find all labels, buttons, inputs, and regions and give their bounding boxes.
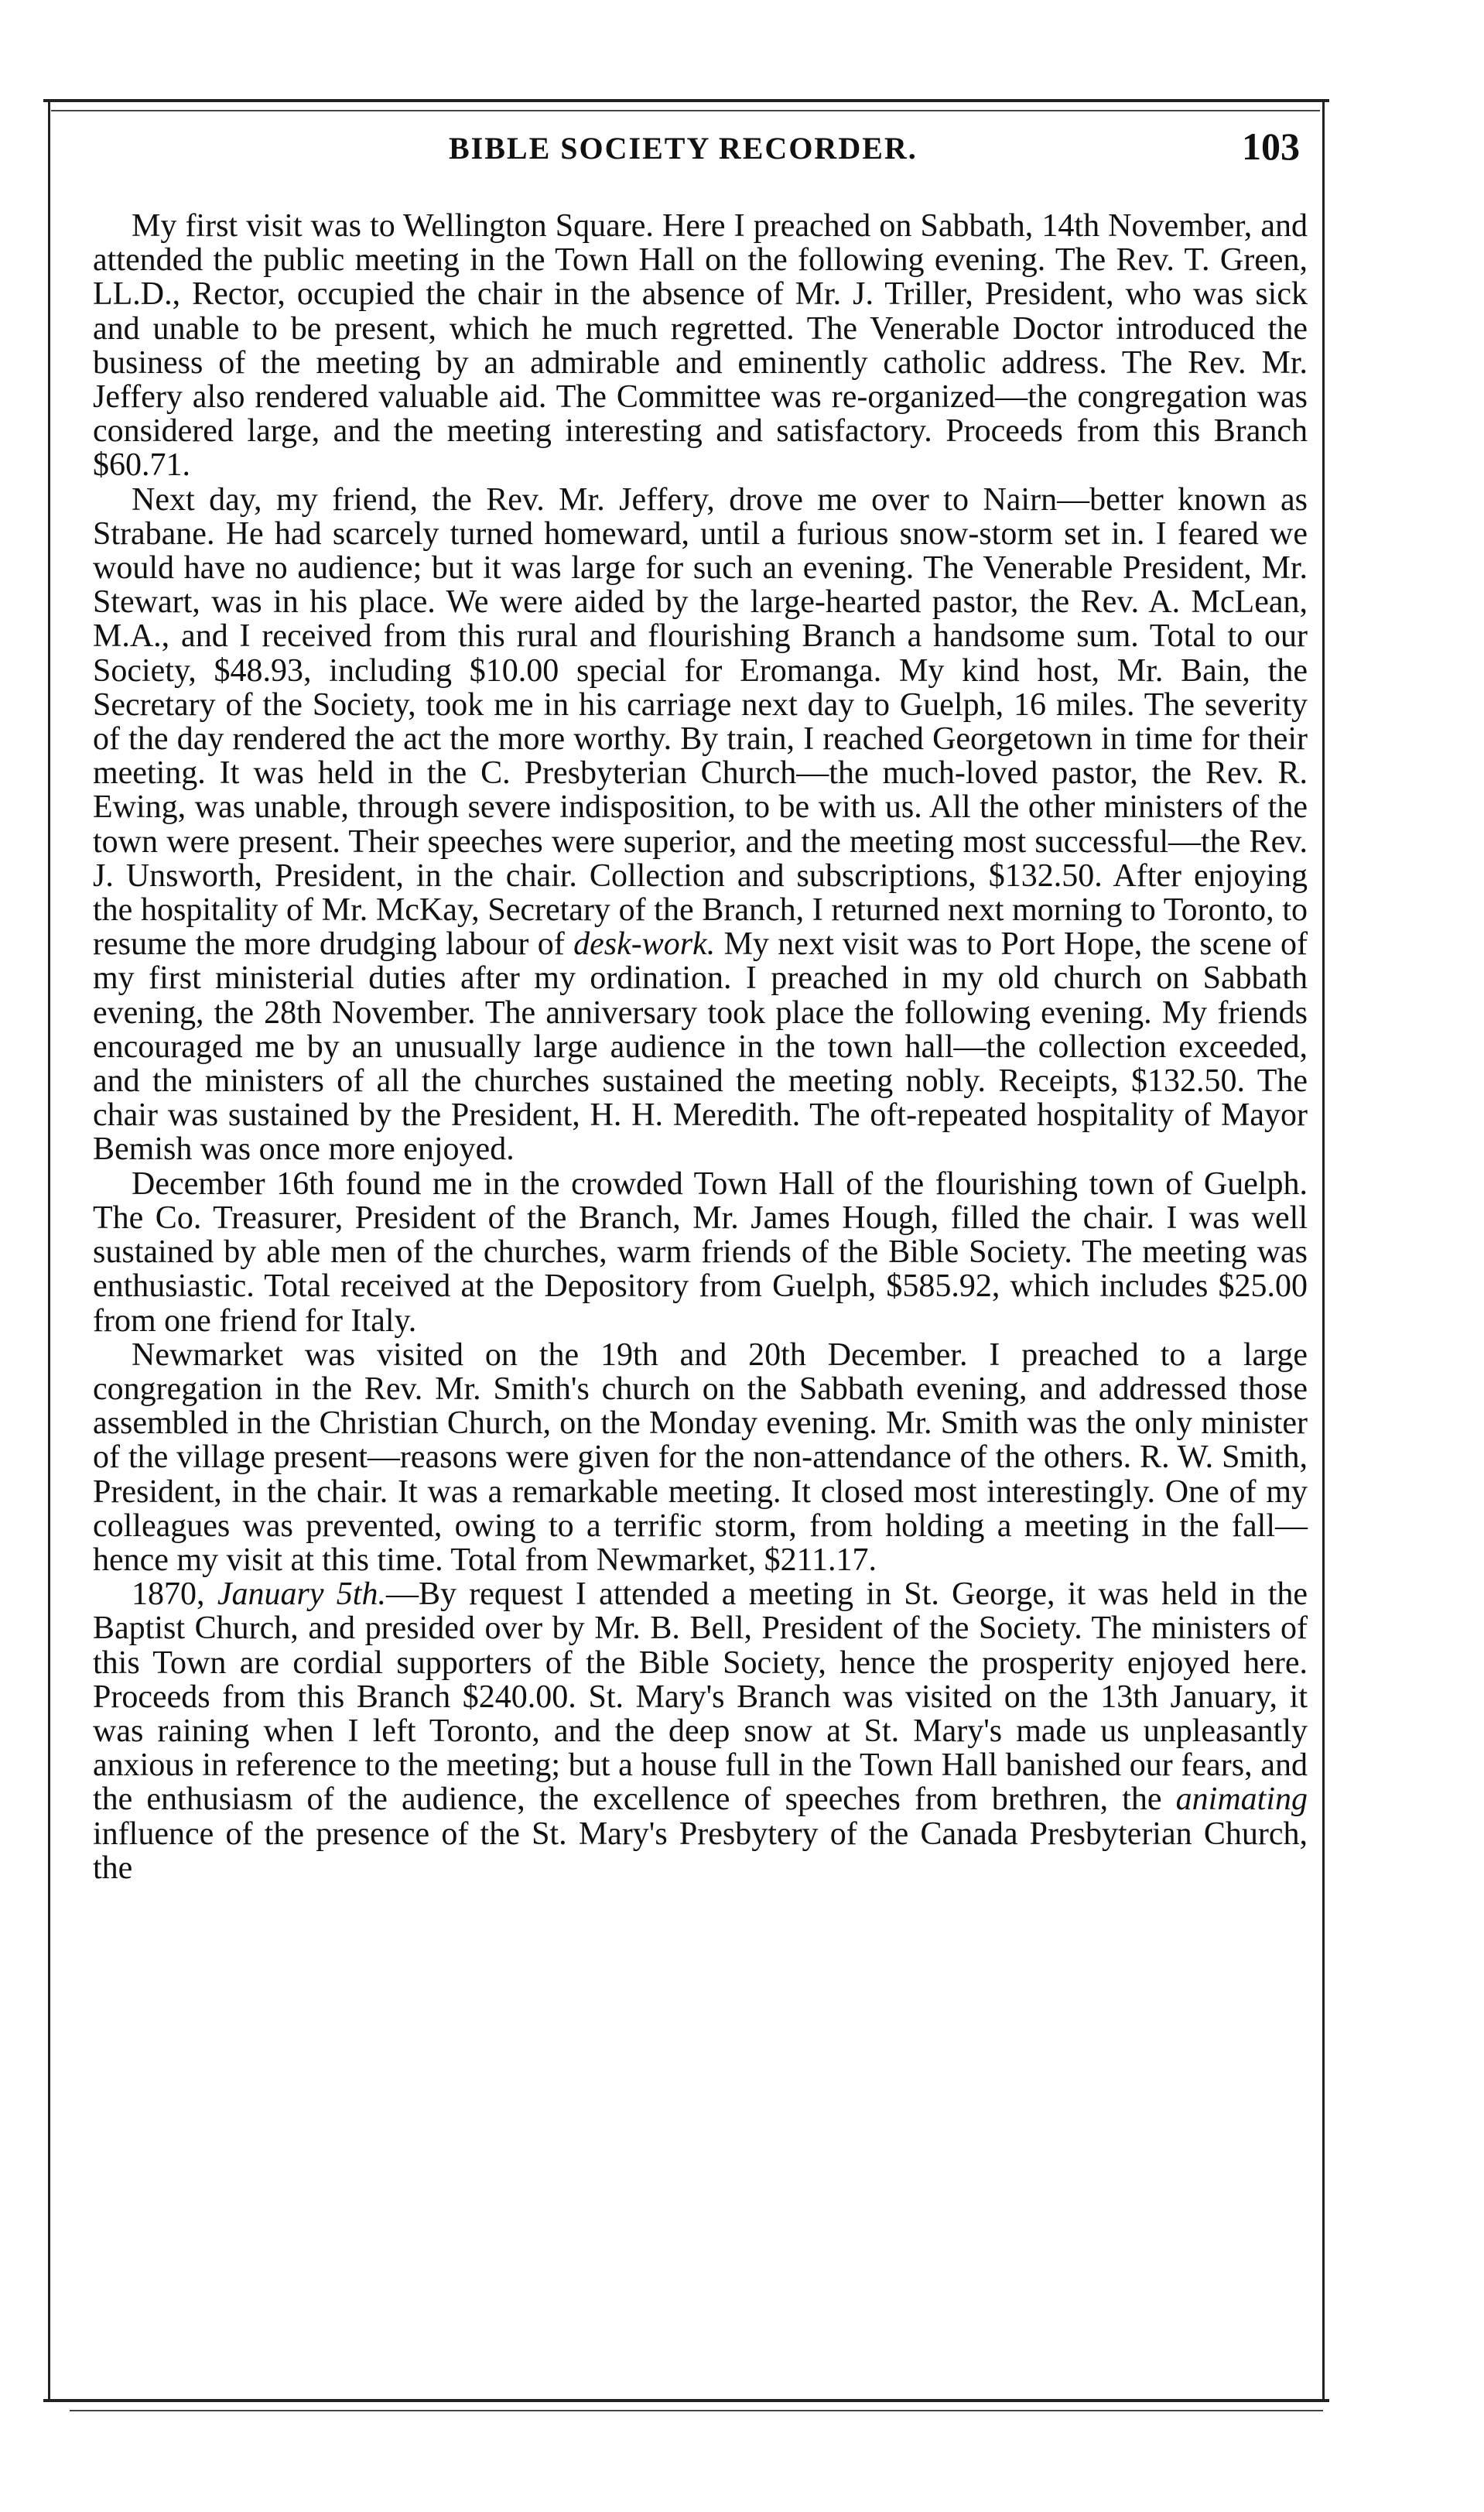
paragraph-3 — [93, 1167, 1308, 1338]
italic-term: desk-work. — [573, 926, 716, 963]
paragraph-lead: 1870, — [132, 1576, 217, 1613]
paragraph-5 — [93, 1577, 1308, 1885]
bottom-rule-inner — [70, 2410, 1323, 2411]
running-head: BIBLE SOCIETY RECORDER. — [449, 131, 918, 166]
paragraph-text: Next day, my friend, the Rev. Mr. Jeffery, drove me over to Nairn—better known as Strabane. He had scarcely turned homeward, until a furious snow-storm set in. I feared we would have no audience; but it was large for such an evening. The Venerable President, Mr. Stewart, was in his place. We were aided by the large-hearted pastor, the Rev. A. McLean, M.A., and I received from this rural and flourishing Branch a handsome sum. Total to our Society, $48.93, including $10.00 special for Eromanga. My kind host, Mr. Bain, the Secretary of the Society, took me in his carriage next day to Guelph, 16 miles. The severity of the day rendered the act the more worthy. By train, I reached Georgetown in time for their meeting. It was held in the C. Presbyterian Church—the much-loved pastor, the Rev. R. Ewing, was unable, through severe indisposition, to be with us. All the other ministers of the town were present. Their speeches were superior, and the meeting most successful—the Rev. J. Unsworth, President, in the chair. Collection and subscriptions, $132.50. After enjoying the hospitality of Mr. McKay, Secretary of the Branch, I returned next morning to Toronto, to resume the more drudging labour of — [93, 481, 1308, 963]
paragraph-text: December 16th found me in the crowded Town Hall of the flourishing town of Guelph. The Co. Treasurer, President of the Branch, Mr. James Hough, filled the chair. I was well sustained by able men of the churches, warm friends of the Bible Society. The meeting was enthusiastic. Total received at the Depository from Guelph, $585.92, which includes $25.00 from one friend for Italy. — [93, 1165, 1308, 1339]
article-body — [93, 209, 1308, 1885]
paragraph-text-continued: My next visit was to Port Hope, the scene of my first ministerial duties after my ordination. I preached in my old church on Sabbath evening, the 28th November. The anniversary took place the following evening. My friends encouraged me by an unusually large audience in the town hall—the collection exceeded, and the ministers of all the churches sustained the meeting nobly. Receipts, $132.50. The chair was sustained by the President, H. H. Meredith. The oft-repeated hospitality of Mayor Bemish was once more enjoyed. — [93, 926, 1308, 1168]
paragraph-text-continued: influence of the presence of the St. Mary's Presbytery of the Canada Presbyterian Church, the — [93, 1816, 1308, 1886]
paragraph-2 — [93, 483, 1308, 1167]
paragraph-1 — [93, 209, 1308, 483]
paragraph-text: My first visit was to Wellington Square. Here I preached on Sabbath, 14th November, and attended the public meeting in the Town Hall on the following evening. The Rev. T. Green, LL.D., Rector, occupied the chair in the absence of Mr. J. Triller, President, who was sick and unable to be present, which he much regretted. The Venerable Doctor introduced the business of the meeting by an admirable and eminently catholic address. The Rev. Mr. Jeffery also rendered valuable aid. The Committee was re-organized—the congregation was considered large, and the meeting interesting and satisfactory. Proceeds from this Branch $60.71. — [93, 208, 1308, 484]
page-header — [93, 124, 1300, 170]
italic-term: animating — [1175, 1781, 1308, 1818]
paragraph-text: Newmarket was visited on the 19th and 20th December. I preached to a large congregation in the Rev. Mr. Smith's church on the Sabbath evening, and addressed those assembled in the Christian Church, on the Monday evening. Mr. Smith was the only minister of the village present—reasons were given for the non-attendance of the others. R. W. Smith, President, in the chair. It was a remarkable meeting. It closed most interestingly. One of my colleagues was prevented, owing to a terrific storm, from holding a meeting in the fall—hence my visit at this time. Total from Newmarket, $211.17. — [93, 1336, 1308, 1578]
bottom-rule — [43, 2399, 1329, 2402]
italic-date: January 5th. — [217, 1576, 386, 1613]
paragraph-4 — [93, 1338, 1308, 1577]
page-number: 103 — [1242, 125, 1300, 168]
paragraph-text: —By request I attended a meeting in St. George, it was held in the Baptist Church, and presided over by Mr. B. Bell, President of the Society. The ministers of this Town are cordial supporters of the Bible Society, hence the prosperity enjoyed here. Proceeds from this Branch $240.00. St. Mary's Branch was visited on the 13th January, it was raining when I left Toronto, and the deep snow at St. Mary's made us unpleasantly anxious in reference to the meeting; but a house full in the Town Hall banished our fears, and the enthusiasm of the audience, the excellence of speeches from brethren, the — [93, 1576, 1308, 1818]
